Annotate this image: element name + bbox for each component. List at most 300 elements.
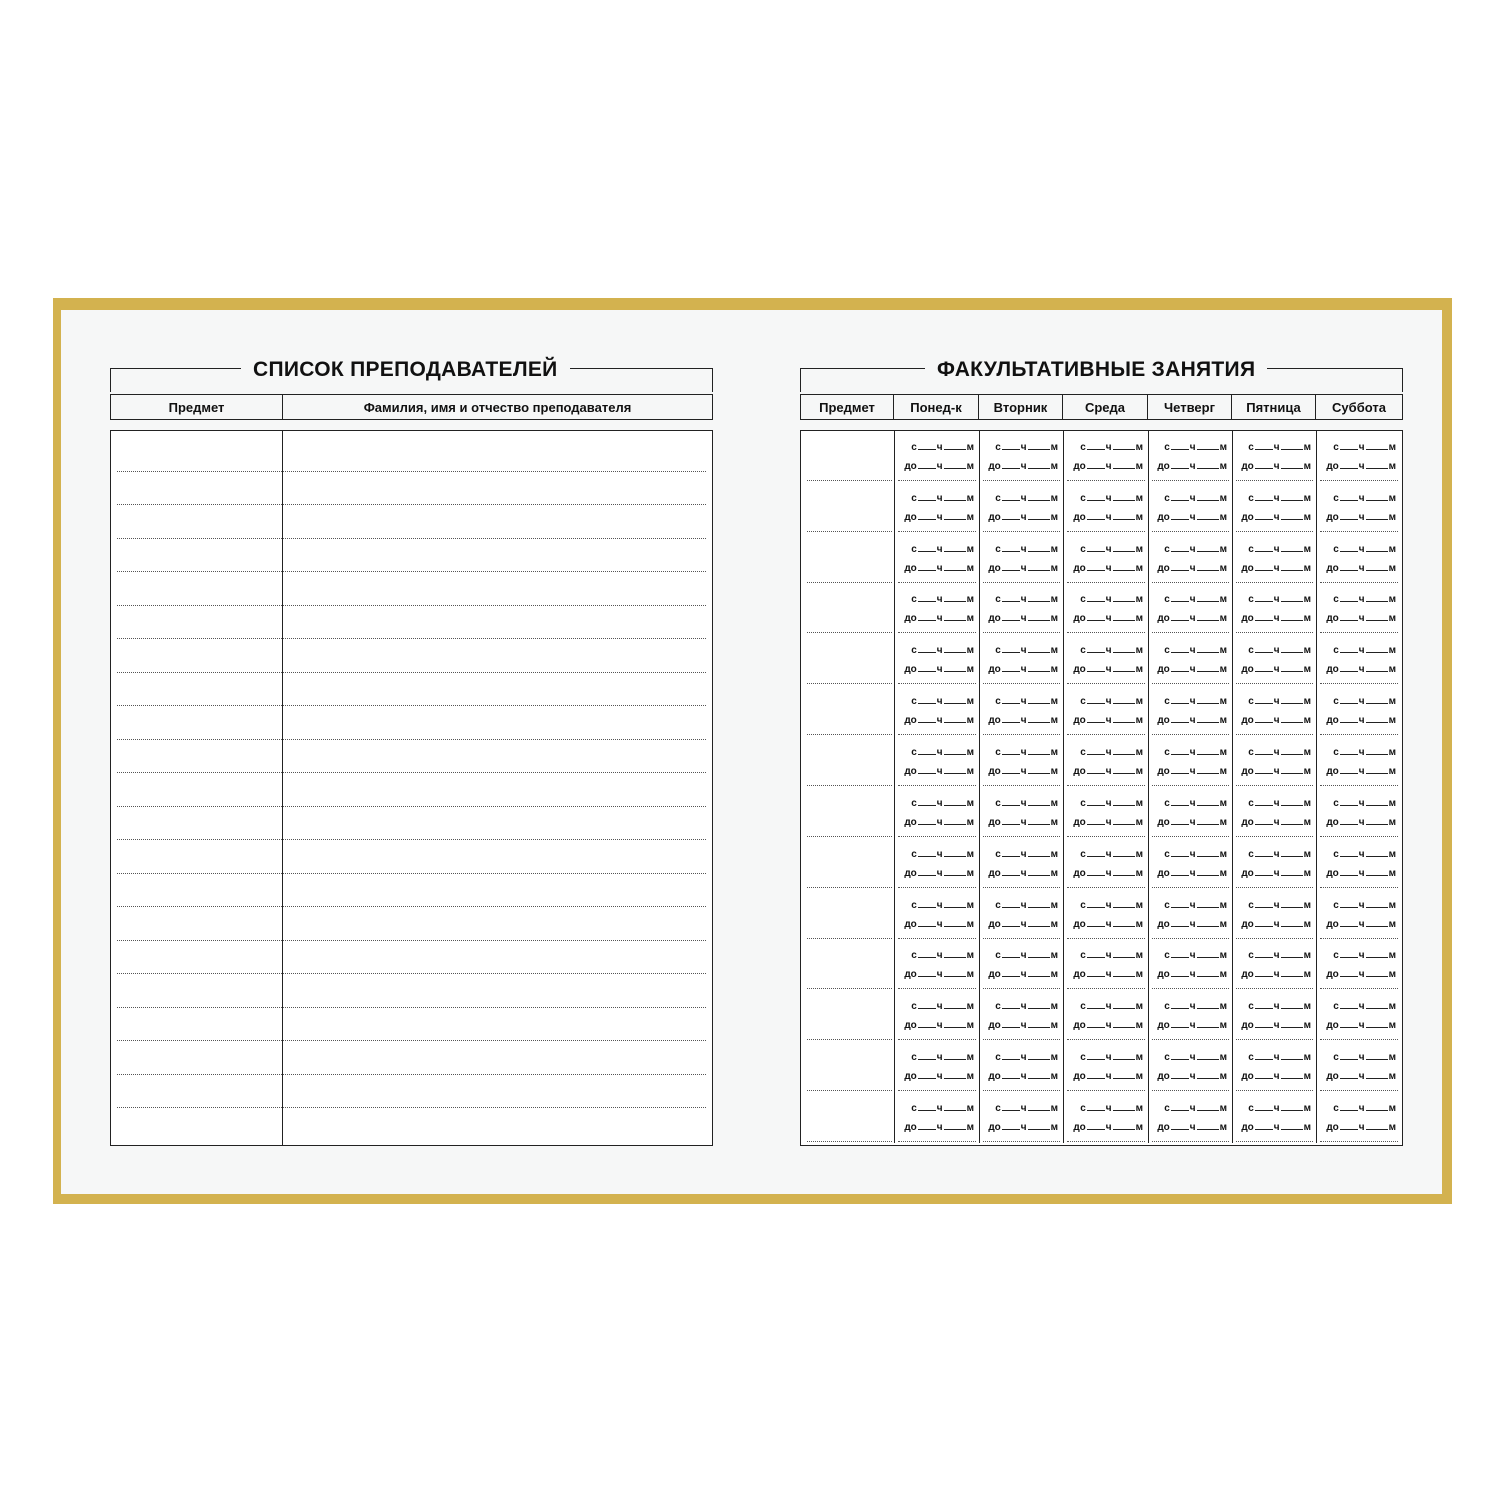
time-label-to: до — [1157, 867, 1170, 879]
writing-line[interactable] — [117, 906, 706, 907]
minute-label: м — [966, 645, 974, 657]
time-slot[interactable] — [1232, 736, 1316, 787]
time-from-line — [1317, 543, 1401, 555]
subject-line[interactable] — [807, 988, 892, 989]
time-slot[interactable] — [894, 584, 979, 635]
time-slot[interactable] — [1148, 990, 1232, 1041]
row-separator — [1152, 734, 1229, 735]
writing-line[interactable] — [117, 538, 706, 539]
time-slot[interactable] — [1063, 533, 1148, 584]
column-header-thursday: Четверг — [1148, 395, 1232, 419]
writing-line[interactable] — [117, 1007, 706, 1008]
time-slot[interactable] — [1063, 838, 1148, 889]
time-slot[interactable] — [1316, 634, 1401, 685]
time-from-line — [895, 746, 979, 758]
hour-label: ч — [1105, 645, 1112, 657]
time-to-line — [1233, 918, 1316, 930]
time-label-to: до — [1326, 1020, 1339, 1032]
time-label-from: с — [995, 1001, 1001, 1013]
minute-label: м — [966, 664, 974, 676]
time-to-line — [1064, 1070, 1148, 1082]
time-slot[interactable] — [1232, 787, 1316, 838]
minute-label: м — [1219, 1001, 1227, 1013]
time-slot[interactable] — [1148, 736, 1232, 787]
writing-line[interactable] — [117, 772, 706, 773]
minute-label: м — [1303, 492, 1311, 504]
time-to-line — [1064, 1121, 1148, 1133]
writing-line[interactable] — [117, 1040, 706, 1041]
time-slot[interactable] — [1148, 482, 1232, 533]
time-slot[interactable] — [894, 838, 979, 889]
time-label-from: с — [1248, 848, 1254, 860]
time-slot[interactable] — [894, 736, 979, 787]
hour-label: ч — [1358, 1052, 1365, 1064]
column-header-friday: Пятница — [1232, 395, 1316, 419]
row-separator — [983, 582, 1060, 583]
time-slot[interactable] — [979, 584, 1063, 635]
time-slot[interactable] — [894, 634, 979, 685]
time-from-line — [1317, 1102, 1401, 1114]
minute-label: м — [1219, 511, 1227, 523]
time-label-to: до — [988, 816, 1001, 828]
minute-label: м — [1135, 1020, 1143, 1032]
time-from-line — [1233, 899, 1316, 911]
minute-label: м — [1303, 747, 1311, 759]
time-label-to: до — [1241, 1122, 1254, 1134]
writing-line[interactable] — [117, 873, 706, 874]
time-to-line — [895, 562, 979, 574]
column-header-subject: Предмет — [801, 395, 894, 419]
hour-label: ч — [1273, 562, 1280, 574]
time-slot[interactable] — [894, 533, 979, 584]
time-slot[interactable] — [1148, 787, 1232, 838]
subject-line[interactable] — [807, 938, 892, 939]
time-slot[interactable] — [1063, 584, 1148, 635]
minute-label: м — [1135, 747, 1143, 759]
minute-label: м — [966, 950, 974, 962]
subject-line[interactable] — [807, 836, 892, 837]
time-to-line — [1149, 1070, 1232, 1082]
hour-label: ч — [1105, 1020, 1112, 1032]
left-page-title: СПИСОК ПРЕПОДАВАТЕЛЕЙ — [241, 358, 570, 382]
time-label-to: до — [904, 1122, 917, 1134]
time-label-to: до — [1157, 918, 1170, 930]
minute-label: м — [1303, 613, 1311, 625]
hour-label: ч — [1020, 1052, 1027, 1064]
time-slot[interactable] — [979, 940, 1063, 991]
subject-line[interactable] — [807, 1090, 892, 1091]
hour-label: ч — [1273, 848, 1280, 860]
time-label-from: с — [1248, 950, 1254, 962]
row-separator — [1236, 1039, 1313, 1040]
writing-line[interactable] — [117, 806, 706, 807]
minute-label: м — [966, 797, 974, 809]
time-slot[interactable] — [1316, 1092, 1401, 1143]
time-to-line — [1064, 816, 1148, 828]
minute-label: м — [1219, 816, 1227, 828]
time-slot[interactable] — [894, 482, 979, 533]
minute-label: м — [1219, 1103, 1227, 1115]
row-separator — [1067, 887, 1145, 888]
time-slot[interactable] — [1063, 431, 1148, 482]
hour-label: ч — [1189, 543, 1196, 555]
time-from-line — [895, 593, 979, 605]
time-to-line — [1149, 867, 1232, 879]
time-slot[interactable] — [979, 1092, 1063, 1143]
time-label-to: до — [1073, 766, 1086, 778]
time-slot[interactable] — [1232, 1092, 1316, 1143]
row-separator — [1067, 683, 1145, 684]
hour-label: ч — [1189, 460, 1196, 472]
column-header-monday: Понед-к — [894, 395, 979, 419]
time-slot[interactable] — [1148, 1092, 1232, 1143]
time-slot[interactable] — [894, 1092, 979, 1143]
hour-label: ч — [1273, 797, 1280, 809]
writing-line[interactable] — [117, 940, 706, 941]
hour-label: ч — [1105, 613, 1112, 625]
time-label-from: с — [1333, 848, 1339, 860]
minute-label: м — [1303, 848, 1311, 860]
minute-label: м — [1135, 511, 1143, 523]
time-label-from: с — [1164, 1052, 1170, 1064]
time-label-from: с — [995, 899, 1001, 911]
time-label-to: до — [988, 460, 1001, 472]
writing-line[interactable] — [117, 1074, 706, 1075]
time-slot[interactable] — [1316, 940, 1401, 991]
time-from-line — [980, 644, 1063, 656]
minute-label: м — [1050, 441, 1058, 453]
row-separator — [983, 480, 1060, 481]
row-separator — [1320, 683, 1398, 684]
time-label-to: до — [1241, 460, 1254, 472]
subject-line[interactable] — [807, 480, 892, 481]
time-label-to: до — [988, 715, 1001, 727]
time-slot[interactable] — [894, 685, 979, 736]
minute-label: м — [1135, 766, 1143, 778]
hour-label: ч — [936, 594, 943, 606]
writing-line[interactable] — [117, 471, 706, 472]
time-slot[interactable] — [894, 940, 979, 991]
time-label-to: до — [1326, 1071, 1339, 1083]
time-slot[interactable] — [1232, 940, 1316, 991]
time-slot[interactable] — [1316, 431, 1401, 482]
time-slot[interactable] — [1232, 685, 1316, 736]
hour-label: ч — [1020, 918, 1027, 930]
time-slot[interactable] — [1148, 584, 1232, 635]
time-slot[interactable] — [1148, 431, 1232, 482]
time-to-line — [980, 511, 1063, 523]
minute-label: м — [1219, 950, 1227, 962]
time-slot[interactable] — [979, 431, 1063, 482]
time-label-to: до — [988, 613, 1001, 625]
subject-line[interactable] — [807, 887, 892, 888]
time-slot[interactable] — [1316, 838, 1401, 889]
subject-line[interactable] — [807, 734, 892, 735]
writing-line[interactable] — [117, 605, 706, 606]
time-slot[interactable] — [1063, 634, 1148, 685]
time-label-from: с — [1333, 645, 1339, 657]
time-slot[interactable] — [1148, 634, 1232, 685]
minute-label: м — [966, 492, 974, 504]
time-slot[interactable] — [1063, 685, 1148, 736]
time-slot[interactable] — [894, 431, 979, 482]
row-separator — [1236, 582, 1313, 583]
time-label-from: с — [1080, 1052, 1086, 1064]
minute-label: м — [1303, 441, 1311, 453]
minute-label: м — [1135, 1071, 1143, 1083]
row-separator — [1236, 988, 1313, 989]
time-slot[interactable] — [1316, 990, 1401, 1041]
row-separator — [1236, 1141, 1313, 1142]
time-from-line — [1064, 441, 1148, 453]
minute-label: м — [1388, 766, 1396, 778]
time-slot[interactable] — [979, 482, 1063, 533]
time-slot[interactable] — [894, 1041, 979, 1092]
time-slot[interactable] — [1316, 482, 1401, 533]
writing-line[interactable] — [117, 638, 706, 639]
time-slot[interactable] — [1063, 787, 1148, 838]
time-slot[interactable] — [1063, 1041, 1148, 1092]
row-separator — [1067, 836, 1145, 837]
time-slot[interactable] — [979, 889, 1063, 940]
time-from-line — [1233, 695, 1316, 707]
time-to-line — [1064, 714, 1148, 726]
time-label-from: с — [995, 747, 1001, 759]
minute-label: м — [1050, 747, 1058, 759]
time-slot[interactable] — [1316, 736, 1401, 787]
minute-label: м — [966, 543, 974, 555]
subject-line[interactable] — [807, 582, 892, 583]
hour-label: ч — [1273, 594, 1280, 606]
time-slot[interactable] — [1232, 990, 1316, 1041]
hour-label: ч — [1105, 511, 1112, 523]
time-slot[interactable] — [979, 685, 1063, 736]
time-slot[interactable] — [1148, 685, 1232, 736]
hour-label: ч — [1358, 492, 1365, 504]
time-slot[interactable] — [1063, 940, 1148, 991]
time-label-to: до — [904, 460, 917, 472]
hour-label: ч — [1273, 664, 1280, 676]
minute-label: м — [966, 747, 974, 759]
time-label-to: до — [1241, 918, 1254, 930]
row-separator — [1152, 785, 1229, 786]
time-slot[interactable] — [1316, 584, 1401, 635]
minute-label: м — [1050, 766, 1058, 778]
time-label-from: с — [1080, 594, 1086, 606]
minute-label: м — [1303, 664, 1311, 676]
subject-line[interactable] — [807, 683, 892, 684]
minute-label: м — [966, 1071, 974, 1083]
time-label-to: до — [988, 664, 1001, 676]
hour-label: ч — [1105, 696, 1112, 708]
time-slot[interactable] — [979, 533, 1063, 584]
minute-label: м — [1050, 848, 1058, 860]
time-slot[interactable] — [1316, 1041, 1401, 1092]
hour-label: ч — [1273, 645, 1280, 657]
time-slot[interactable] — [1316, 787, 1401, 838]
time-slot[interactable] — [979, 736, 1063, 787]
row-separator — [1236, 938, 1313, 939]
row-separator — [1236, 836, 1313, 837]
time-slot[interactable] — [1063, 1092, 1148, 1143]
time-label-to: до — [1073, 562, 1086, 574]
row-separator — [1067, 531, 1145, 532]
hour-label: ч — [1020, 848, 1027, 860]
minute-label: м — [1303, 867, 1311, 879]
time-label-from: с — [1080, 1103, 1086, 1115]
hour-label: ч — [1020, 766, 1027, 778]
time-label-from: с — [995, 1103, 1001, 1115]
time-slot[interactable] — [894, 990, 979, 1041]
time-slot[interactable] — [1232, 533, 1316, 584]
hour-label: ч — [936, 664, 943, 676]
writing-line[interactable] — [117, 504, 706, 505]
time-slot[interactable] — [1232, 838, 1316, 889]
time-label-to: до — [1073, 918, 1086, 930]
time-from-line — [1064, 644, 1148, 656]
row-separator — [983, 887, 1060, 888]
time-label-from: с — [995, 797, 1001, 809]
time-to-line — [1149, 1019, 1232, 1031]
row-separator — [1320, 632, 1398, 633]
time-to-line — [1233, 816, 1316, 828]
minute-label: м — [966, 696, 974, 708]
writing-line[interactable] — [117, 571, 706, 572]
time-slot[interactable] — [979, 990, 1063, 1041]
writing-line[interactable] — [117, 705, 706, 706]
time-slot[interactable] — [1063, 736, 1148, 787]
time-label-to: до — [988, 1122, 1001, 1134]
time-from-line — [980, 593, 1063, 605]
hour-label: ч — [1189, 969, 1196, 981]
time-label-to: до — [1241, 511, 1254, 523]
subject-line[interactable] — [807, 785, 892, 786]
writing-line[interactable] — [117, 973, 706, 974]
subject-line[interactable] — [807, 632, 892, 633]
minute-label: м — [1219, 543, 1227, 555]
minute-label: м — [1388, 816, 1396, 828]
time-label-from: с — [1333, 899, 1339, 911]
time-label-from: с — [1164, 696, 1170, 708]
time-slot[interactable] — [1232, 431, 1316, 482]
time-from-line — [1149, 746, 1232, 758]
time-slot[interactable] — [1232, 889, 1316, 940]
hour-label: ч — [936, 848, 943, 860]
time-slot[interactable] — [894, 889, 979, 940]
time-slot[interactable] — [1232, 1041, 1316, 1092]
subject-line[interactable] — [807, 531, 892, 532]
time-label-to: до — [1073, 460, 1086, 472]
time-from-line — [895, 695, 979, 707]
time-slot[interactable] — [1148, 838, 1232, 889]
writing-line[interactable] — [117, 1107, 706, 1108]
time-from-line — [1233, 1051, 1316, 1063]
hour-label: ч — [1358, 511, 1365, 523]
time-to-line — [1149, 460, 1232, 472]
writing-line[interactable] — [117, 739, 706, 740]
time-from-line — [1064, 1102, 1148, 1114]
time-slot[interactable] — [979, 1041, 1063, 1092]
time-from-line — [1064, 695, 1148, 707]
row-separator — [1152, 1039, 1229, 1040]
row-separator — [898, 632, 976, 633]
subject-line[interactable] — [807, 1039, 892, 1040]
time-label-from: с — [1164, 747, 1170, 759]
time-slot[interactable] — [979, 634, 1063, 685]
row-separator — [1152, 531, 1229, 532]
row-separator — [983, 531, 1060, 532]
minute-label: м — [1050, 918, 1058, 930]
time-slot[interactable] — [979, 787, 1063, 838]
minute-label: м — [1388, 867, 1396, 879]
time-slot[interactable] — [979, 838, 1063, 889]
hour-label: ч — [936, 460, 943, 472]
time-slot[interactable] — [894, 787, 979, 838]
hour-label: ч — [1358, 816, 1365, 828]
minute-label: м — [1303, 1122, 1311, 1134]
time-label-from: с — [995, 492, 1001, 504]
row-separator — [1236, 785, 1313, 786]
row-separator — [1320, 1090, 1398, 1091]
time-to-line — [1233, 765, 1316, 777]
minute-label: м — [1303, 511, 1311, 523]
time-slot[interactable] — [1232, 482, 1316, 533]
time-slot[interactable] — [1316, 533, 1401, 584]
time-slot[interactable] — [1148, 889, 1232, 940]
time-to-line — [895, 663, 979, 675]
time-label-to: до — [1157, 562, 1170, 574]
hour-label: ч — [1189, 1020, 1196, 1032]
time-to-line — [980, 968, 1063, 980]
hour-label: ч — [1189, 848, 1196, 860]
minute-label: м — [966, 1020, 974, 1032]
time-from-line — [980, 543, 1063, 555]
hour-label: ч — [1020, 613, 1027, 625]
column-header-teacher-name: Фамилия, имя и отчество преподавателя — [363, 399, 632, 415]
subject-line[interactable] — [807, 1141, 892, 1142]
hour-label: ч — [1273, 460, 1280, 472]
writing-line[interactable] — [117, 672, 706, 673]
column-header-wednesday: Среда — [1063, 395, 1148, 419]
hour-label: ч — [1273, 441, 1280, 453]
time-label-from: с — [995, 441, 1001, 453]
time-slot[interactable] — [1148, 940, 1232, 991]
row-separator — [1067, 1039, 1145, 1040]
time-slot[interactable] — [1063, 889, 1148, 940]
time-slot[interactable] — [1063, 990, 1148, 1041]
time-label-to: до — [1326, 460, 1339, 472]
writing-line[interactable] — [117, 839, 706, 840]
time-from-line — [895, 797, 979, 809]
time-from-line — [1064, 848, 1148, 860]
time-slot[interactable] — [1148, 1041, 1232, 1092]
time-slot[interactable] — [1232, 584, 1316, 635]
time-to-line — [895, 816, 979, 828]
time-slot[interactable] — [1316, 889, 1401, 940]
time-slot[interactable] — [1063, 482, 1148, 533]
time-label-from: с — [1333, 1103, 1339, 1115]
minute-label: м — [966, 867, 974, 879]
time-label-from: с — [995, 645, 1001, 657]
hour-label: ч — [1273, 492, 1280, 504]
time-label-to: до — [1241, 969, 1254, 981]
time-slot[interactable] — [1316, 685, 1401, 736]
time-slot[interactable] — [1232, 634, 1316, 685]
time-from-line — [1233, 1102, 1316, 1114]
time-label-from: с — [1248, 797, 1254, 809]
time-from-line — [1233, 797, 1316, 809]
time-slot[interactable] — [1148, 533, 1232, 584]
